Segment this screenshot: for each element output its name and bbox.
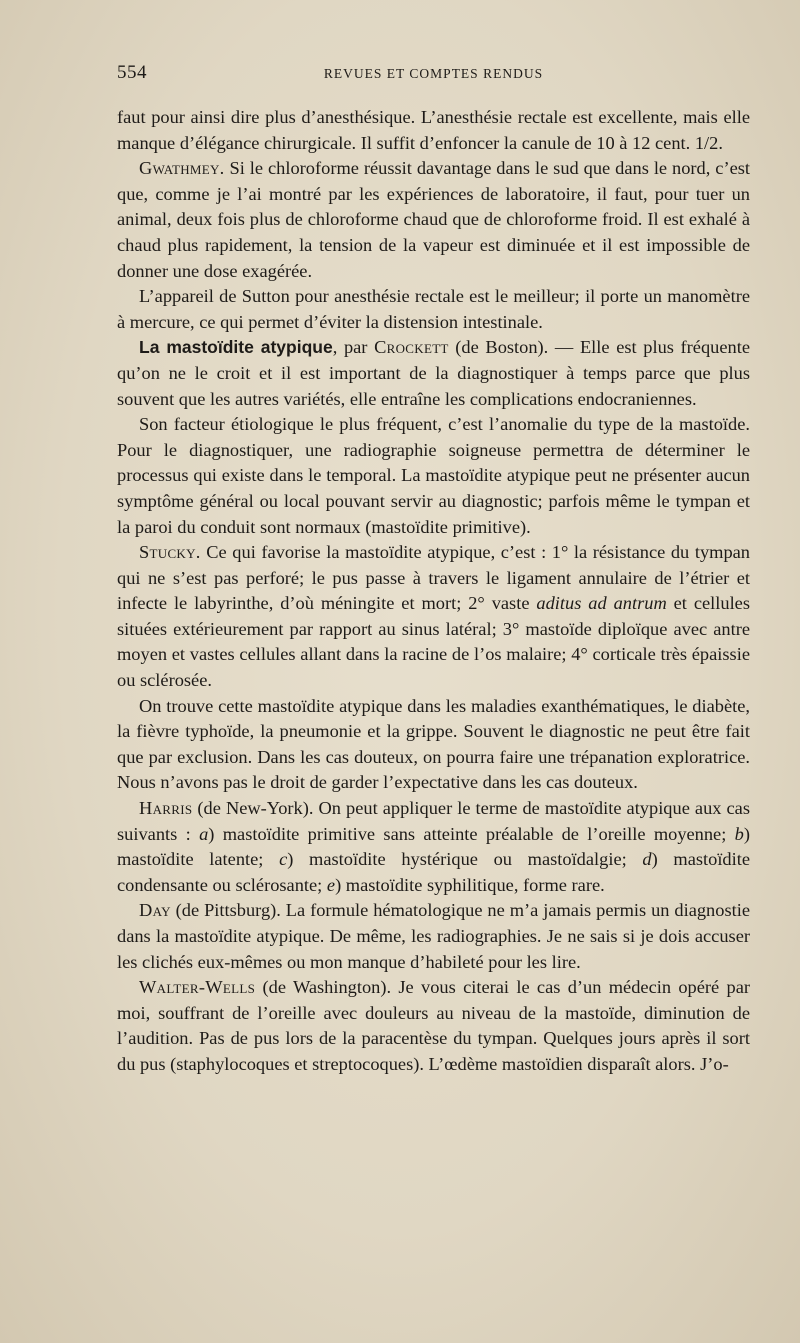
running-head: REVUES ET COMPTES RENDUS bbox=[323, 66, 544, 81]
paragraph-walter-wells: Walter-Wells (de Washington). Je vous citerai le cas d’un médecin opéré par moi, souffrant de l’oreille avec douleurs au niveau de la mastoïde, diminution de l’audition. Pas de pus lors de la paracentèse du tympan. Quelques jours après il sort du pus (staphylocoques et streptocoques). L’œdème mastoïdien disparaît alors. J’o- bbox=[117, 977, 750, 1074]
author-name: Walter-Wells bbox=[139, 977, 256, 998]
page-header bbox=[117, 62, 750, 92]
paragraph-harris: Harris (de New-York). On peut appliquer le terme de mastoïdite atypique aux cas suivants : a) mastoïdite primitive sans atteinte préalable de l’oreille moyenne; b) mastoïdite latente; c) mastoïdite hystérique ou mastoïdalgie; d) mastoïdite condensante ou sclérosante; e) mastoïdite syphilitique, forme rare. bbox=[117, 798, 751, 895]
paragraph-day: Day (de Pittsburg). La formule hématologique ne m’a jamais permis un diagnostie dans la mastoïdite atypique. De même, les radiographies. Je ne sais si je dois accuser les clichés eux-mêmes ou mon manque d’habileté pour les lire. bbox=[117, 900, 750, 972]
page-number: 554 bbox=[117, 62, 147, 83]
author-name: Harris bbox=[139, 798, 193, 819]
author-name: Day bbox=[139, 900, 171, 921]
section-title: La mastoïdite atypique bbox=[139, 337, 333, 358]
author-name: Stucky. bbox=[139, 542, 201, 563]
paragraph-etiologie: Son facteur étiologique le plus fréquent, c’est l’anomalie du type de la mastoïde. Pour le diagnostiquer, une radiographie soigneuse permettra de déterminer le processus qui existe dans le temporal. La mastoïdite atypique peut ne présenter aucun symptôme général ou local pouvant servir au diagnostic; parfois même le tympan et la paroi du conduit sont normaux (mastoïdite primitive). bbox=[117, 414, 750, 537]
author-name: Gwathmey. bbox=[139, 158, 225, 179]
paragraph-gwathmey: Gwathmey. Si le chloroforme réussit davantage dans le sud que dans le nord, c’est que, comme je l’ai montré par les expériences de laboratoire, il faut, pour tuer un animal, deux fois plus de chloroforme chaud que de chloroforme froid. Il est exhalé à chaud plus rapidement, la tension de la vapeur est diminuée et il est impossible de donner une dose exagérée. bbox=[117, 158, 750, 281]
paragraph-continuation: faut pour ainsi dire plus d’anesthésique. L’anesthésie rectale est excellente, mais elle manque d’élégance chirurgicale. Il suffit d’enfoncer la canule de 10 à 12 cent. 1/2. bbox=[117, 107, 750, 153]
author-name: Crockett bbox=[374, 337, 449, 358]
article-body bbox=[117, 105, 750, 1078]
paragraph-stucky: Stucky. Ce qui favorise la mastoïdite atypique, c’est : 1° la résistance du tympan qui ne s’est pas perforé; le pus passe à travers le ligament annulaire de l’étrier et infecte le labyrinthe, d’où méningite et mort; 2° vaste aditus ad antrum et cellules situées extérieurement par rapport au sinus latéral; 3° mastoïde diploïque avec antre moyen et vastes cellules allant dans la racine de l’os malaire; 4° corticale très épaissie ou sclérosée. bbox=[117, 542, 751, 691]
paragraph-crockett: La mastoïdite atypique, par Crockett (de Boston). — Elle est plus fréquente qu’on ne le croit et il est important de la diagnostiquer à temps parce que plus souvent que les autres variétés, elle entraîne les complications endocraniennes. bbox=[117, 337, 750, 409]
paragraph-sutton: L’appareil de Sutton pour anesthésie rectale est le meilleur; il porte un manomètre à mercure, ce qui permet d’éviter la distension intestinale. bbox=[117, 286, 750, 332]
paragraph-maladies: On trouve cette mastoïdite atypique dans les maladies exanthématiques, le diabète, la fièvre typhoïde, la pneumonie et la grippe. Souvent le diagnostic ne peut être fait que par exclusion. Dans les cas douteux, on pourra faire une trépanation exploratrice. Nous n’avons pas le droit de garder l’expectative dans les cas douteux. bbox=[117, 695, 750, 793]
